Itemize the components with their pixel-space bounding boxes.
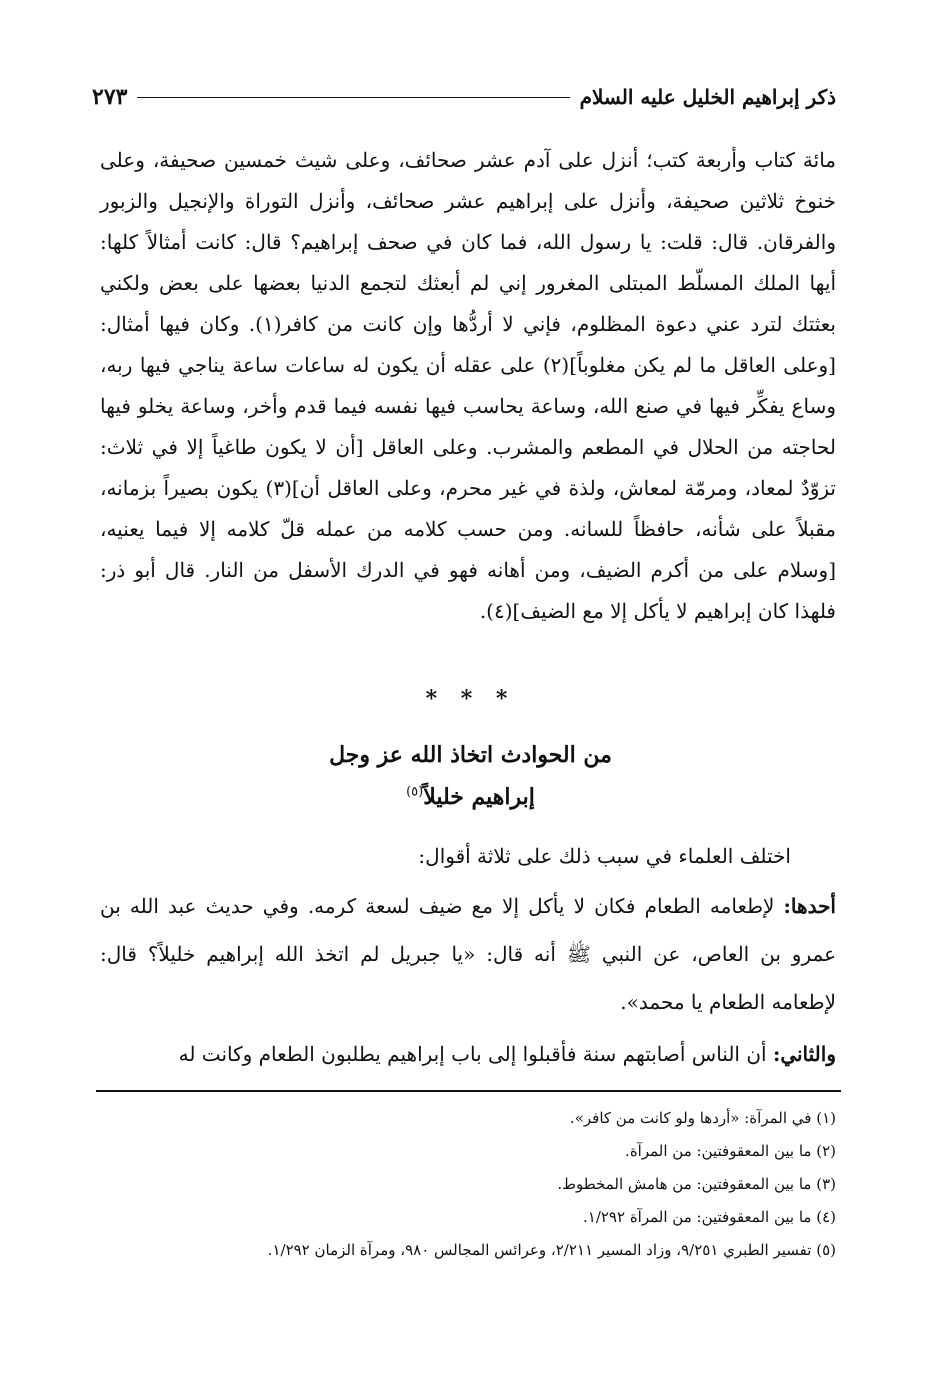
section-separator: * * * xyxy=(425,686,516,712)
body-paragraph: مائة كتاب وأربعة كتب؛ أنزل على آدم عشر صحائف، وعلى شيث خمسين صحيفة، وعلى خنوخ ثلاثين صحيفة، وأنزل على إبراهيم عشر صحائف، وأنزل التوراة والإنجيل والزبور والفرقان. قال: قلت: يا رسول الله، فما كان في صحف إبراهيم؟ قال: كانت أمثالاً كلها: أيها الملك المسلّط المبتلى المغرور إني لم أبعثك لتجمع الدنيا بعضها على بعض ولكني بعثتك لترد عني دعوة المظلوم، فإني لا أردُّها وإن كانت من كافر(١). وكان فيها أمثال: [وعلى العاقل ما لم يكن مغلوباً](٢) على عقله أن يكون له ساعات ساعة يناجي فيها ربه، وساع يفكِّر فيها في صنع الله، وساعة يحاسب فيها نفسه فيما قدم وأخر، وساعة يخلو فيها لحاجته من الحلال في المطعم والمشرب. وعلى العاقل [أن لا يكون طاغياً إلا في ثلاث: تزوّدٌ لمعاد، ومرمّة لمعاش، ولذة في غير محرم، وعلى العاقل أن](٣) يكون بصيراً بزمانه، مقبلاً على شأنه، حافظاً للسانه. ومن حسب كلامه من عمله قلّ كلامه إلا فيما يعنيه، [وسلام على من أكرم الضيف، ومن أهانه فهو في الدرك الأسفل من النار. قال أبو ذر: فلهذا كان إبراهيم لا يأكل إلا مع الضيف](٤). xyxy=(100,148,836,623)
opinion-1-lead: أحدها: xyxy=(783,894,836,918)
footnote: (١) في المرآة: «أردها ولو كانت من كافر». xyxy=(569,1109,836,1127)
opinion-2-text: أن الناس أصابتهم سنة فأقبلوا إلى باب إبراهيم يطلبون الطعام وكانت له xyxy=(178,1042,773,1066)
header-rule xyxy=(137,97,569,98)
opinions-list xyxy=(100,882,836,1078)
opinion-1 xyxy=(100,882,836,1026)
opinion-2 xyxy=(100,1030,836,1078)
footnote: (٤) ما بين المعقوفتين: من المرآة ١/٢٩٢. xyxy=(582,1208,836,1226)
footnotes xyxy=(120,1102,836,1267)
footnote: (٢) ما بين المعقوفتين: من المرآة. xyxy=(625,1142,836,1160)
main-text xyxy=(100,140,836,632)
footnote-ref: (٥) xyxy=(406,784,424,800)
opinion-2-lead: والثاني: xyxy=(772,1042,836,1066)
footnote: (٣) ما بين المعقوفتين: من هامش المخطوط. xyxy=(557,1175,836,1193)
footnote-divider xyxy=(96,1090,841,1092)
section-intro: اختلف العلماء في سبب ذلك على ثلاثة أقوال: xyxy=(418,844,791,868)
section-title-text: إبراهيم خليلاً xyxy=(423,784,535,810)
section-title-line2 xyxy=(0,784,941,810)
opinion-1-text: لإطعامه الطعام فكان لا يأكل إلا مع ضيف لسعة كرمه. وفي حديث عبد الله بن عمرو بن العاص، عن النبي ﷺ أنه قال: «يا جبريل لم اتخذ الله إبراهيم خليلاً؟ قال: لإطعامه الطعام يا محمد». xyxy=(100,894,836,1014)
footnote: (٥) تفسير الطبري ٩/٢٥١، وزاد المسير ٢/٢١١، وعرائس المجالس ٩٨٠، ومرآة الزمان ١/٢٩٢. xyxy=(267,1241,836,1259)
chapter-title: ذكر إبراهيم الخليل عليه السلام xyxy=(579,85,836,109)
running-header xyxy=(92,80,836,114)
section-title-line1: من الحوادث اتخاذ الله عز وجل xyxy=(329,742,612,768)
page-number: ٢٧٣ xyxy=(92,84,128,110)
